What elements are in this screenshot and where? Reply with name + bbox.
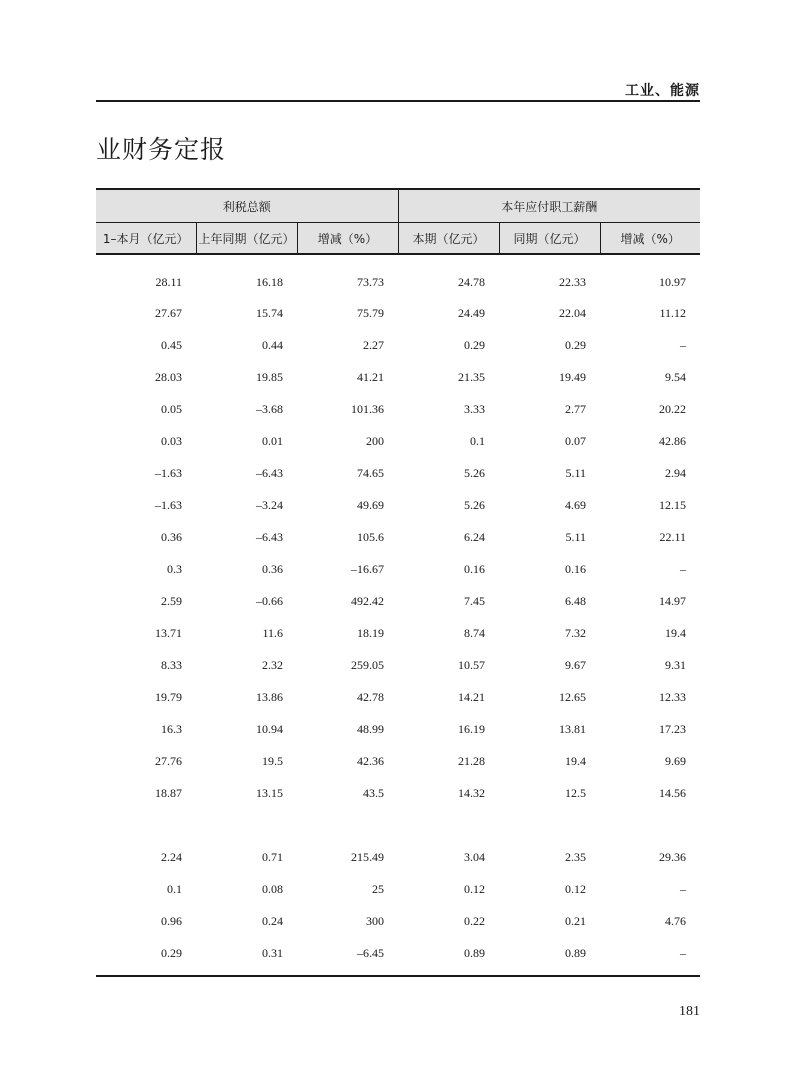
table-row: [96, 777, 700, 809]
section-header: 工业、能源: [625, 83, 700, 99]
table-cell: 75.79: [357, 305, 384, 320]
table-cell: 5.26: [464, 465, 485, 480]
table-cell: –6.43: [256, 529, 283, 544]
table-row: [96, 457, 700, 489]
table-cell: 215.49: [351, 849, 384, 864]
table-cell: 0.1: [167, 881, 182, 896]
column-header: 本期（亿元）: [398, 223, 499, 255]
table-cell: 42.36: [357, 753, 384, 768]
table-cell: 0.24: [262, 913, 283, 928]
table-cell: –3.68: [256, 401, 283, 416]
table-cell: 0.89: [398, 937, 499, 976]
column-header: 1–本月（亿元）: [96, 223, 196, 255]
table-row: [96, 681, 700, 713]
table-cell: 2.32: [262, 657, 283, 672]
table-cell: 19.4: [565, 753, 586, 768]
table-row: [96, 841, 700, 873]
table-cell: 14.21: [458, 689, 485, 704]
table-cell: 259.05: [351, 657, 384, 672]
column-header: 增减（%）: [297, 223, 398, 255]
table-row: [96, 393, 700, 425]
table-cell: 13.81: [559, 721, 586, 736]
table-cell: 0.31: [196, 937, 297, 976]
table-row: [96, 649, 700, 681]
table-cell: 0.16: [464, 561, 485, 576]
table-cell: 22.04: [559, 305, 586, 320]
table-cell: 8.33: [161, 657, 182, 672]
table-cell: 21.35: [458, 369, 485, 384]
table-spacer-row: [96, 809, 700, 841]
table-cell: 2.77: [565, 401, 586, 416]
table-cell: 27.67: [155, 305, 182, 320]
data-table-container: [96, 188, 700, 977]
table-cell: 300: [366, 913, 384, 928]
table-cell: 24.49: [458, 305, 485, 320]
table-cell: 17.23: [659, 721, 686, 736]
table-cell: 42.86: [659, 433, 686, 448]
table-cell: –0.66: [256, 593, 283, 608]
table-cell: 43.5: [363, 785, 384, 800]
data-table: [96, 188, 700, 977]
table-cell: –1.63: [155, 497, 182, 512]
table-cell: 5.26: [464, 497, 485, 512]
table-cell: 22.11: [659, 529, 686, 544]
table-row: [96, 873, 700, 905]
table-cell: 14.56: [659, 785, 686, 800]
table-cell: 10.57: [458, 657, 485, 672]
table-row: [96, 489, 700, 521]
table-cell: 18.19: [357, 625, 384, 640]
table-cell: 0.08: [262, 881, 283, 896]
table-cell: 3.04: [464, 849, 485, 864]
table-cell: 16.18: [256, 274, 283, 289]
table-cell: 12.15: [659, 497, 686, 512]
table-cell: 6.48: [565, 593, 586, 608]
group-header-profit-tax: 利税总额: [96, 189, 398, 223]
table-cell: 73.73: [357, 274, 384, 289]
table-cell: 4.76: [665, 913, 686, 928]
table-cell: 10.94: [256, 721, 283, 736]
table-cell: 0.96: [161, 913, 182, 928]
table-cell: 5.11: [565, 465, 586, 480]
table-row: [96, 329, 700, 361]
table-cell: 2.59: [161, 593, 182, 608]
table-cell: 0.01: [262, 433, 283, 448]
table-row: [96, 553, 700, 585]
table-cell: –: [680, 561, 686, 576]
table-cell: 49.69: [357, 497, 384, 512]
table-cell: 2.94: [665, 465, 686, 480]
table-row: [96, 585, 700, 617]
table-cell: 13.71: [155, 625, 182, 640]
table-cell: 41.21: [357, 369, 384, 384]
table-cell: –16.67: [351, 561, 384, 576]
table-cell: 0.21: [565, 913, 586, 928]
table-row: [96, 254, 700, 297]
table-row: [96, 905, 700, 937]
table-cell: 8.74: [464, 625, 485, 640]
table-cell: –: [600, 937, 700, 976]
table-cell: 0.44: [262, 337, 283, 352]
table-cell: 7.45: [464, 593, 485, 608]
table-cell: 0.36: [262, 561, 283, 576]
table-cell: 0.1: [470, 433, 485, 448]
table-cell: 19.79: [155, 689, 182, 704]
table-cell: 0.12: [565, 881, 586, 896]
table-cell: 42.78: [357, 689, 384, 704]
header-rule: [96, 100, 700, 102]
table-row: [96, 361, 700, 393]
table-cell: –6.43: [256, 465, 283, 480]
group-header-payroll: 本年应付职工薪酬: [398, 189, 700, 223]
table-row: [96, 745, 700, 777]
table-cell: 5.11: [565, 529, 586, 544]
table-cell: 11.12: [659, 305, 686, 320]
table-cell: 22.33: [559, 274, 586, 289]
table-cell: 0.71: [262, 849, 283, 864]
table-cell: 24.78: [458, 274, 485, 289]
table-cell: –3.24: [256, 497, 283, 512]
table-cell: 28.03: [155, 369, 182, 384]
table-cell: 25: [372, 881, 384, 896]
table-cell: 14.32: [458, 785, 485, 800]
table-cell: –: [680, 337, 686, 352]
table-cell: 0.12: [464, 881, 485, 896]
table-cell: 0.22: [464, 913, 485, 928]
column-header: 增减（%）: [600, 223, 700, 255]
table-cell: 10.97: [659, 274, 686, 289]
table-cell: 0.36: [161, 529, 182, 544]
table-cell: 19.5: [262, 753, 283, 768]
table-cell: 0.05: [161, 401, 182, 416]
table-cell: 19.49: [559, 369, 586, 384]
table-cell: 74.65: [357, 465, 384, 480]
table-row: [96, 713, 700, 745]
table-cell: 19.85: [256, 369, 283, 384]
table-cell: 29.36: [659, 849, 686, 864]
table-cell: 21.28: [458, 753, 485, 768]
table-row: [96, 297, 700, 329]
table-cell: 0.29: [565, 337, 586, 352]
table-cell: 9.69: [665, 753, 686, 768]
table-cell: 2.27: [363, 337, 384, 352]
table-cell: 16.3: [161, 721, 182, 736]
table-cell: 0.03: [161, 433, 182, 448]
table-cell: 14.97: [659, 593, 686, 608]
table-cell: 2.24: [161, 849, 182, 864]
spacer-cell: [96, 809, 700, 841]
table-cell: 19.4: [665, 625, 686, 640]
table-cell: 27.76: [155, 753, 182, 768]
table-cell: 0.16: [565, 561, 586, 576]
table-cell: 0.89: [499, 937, 600, 976]
table-cell: 12.33: [659, 689, 686, 704]
page-title: 业财务定报: [96, 135, 227, 164]
table-cell: 3.33: [464, 401, 485, 416]
table-cell: 9.31: [665, 657, 686, 672]
table-cell: 101.36: [351, 401, 384, 416]
table-row: [96, 425, 700, 457]
table-cell: 7.32: [565, 625, 586, 640]
table-cell: –1.63: [155, 465, 182, 480]
table-cell: 20.22: [659, 401, 686, 416]
table-cell: 9.54: [665, 369, 686, 384]
page-number: 181: [679, 1004, 700, 1019]
table-cell: 48.99: [357, 721, 384, 736]
table-cell: 11.6: [262, 625, 283, 640]
table-cell: 200: [366, 433, 384, 448]
table-cell: –: [680, 881, 686, 896]
table-cell: 0.29: [464, 337, 485, 352]
column-header: 同期（亿元）: [499, 223, 600, 255]
table-cell: 18.87: [155, 785, 182, 800]
table-cell: 105.6: [357, 529, 384, 544]
table-cell: 0.07: [565, 433, 586, 448]
table-cell: 492.42: [351, 593, 384, 608]
table-cell: 6.24: [464, 529, 485, 544]
table-cell: 0.45: [161, 337, 182, 352]
table-cell: 0.29: [96, 937, 196, 976]
table-row: [96, 937, 700, 976]
table-cell: 0.3: [167, 561, 182, 576]
table-cell: 4.69: [565, 497, 586, 512]
table-row: [96, 521, 700, 553]
column-header: 上年同期（亿元）: [196, 223, 297, 255]
table-cell: 9.67: [565, 657, 586, 672]
table-cell: 13.86: [256, 689, 283, 704]
table-body: [96, 254, 700, 976]
table-row: [96, 617, 700, 649]
table-cell: 28.11: [155, 274, 182, 289]
table-cell: 12.65: [559, 689, 586, 704]
table-cell: –6.45: [297, 937, 398, 976]
table-cell: 12.5: [565, 785, 586, 800]
table-cell: 13.15: [256, 785, 283, 800]
table-cell: 2.35: [565, 849, 586, 864]
table-cell: 15.74: [256, 305, 283, 320]
table-cell: 16.19: [458, 721, 485, 736]
